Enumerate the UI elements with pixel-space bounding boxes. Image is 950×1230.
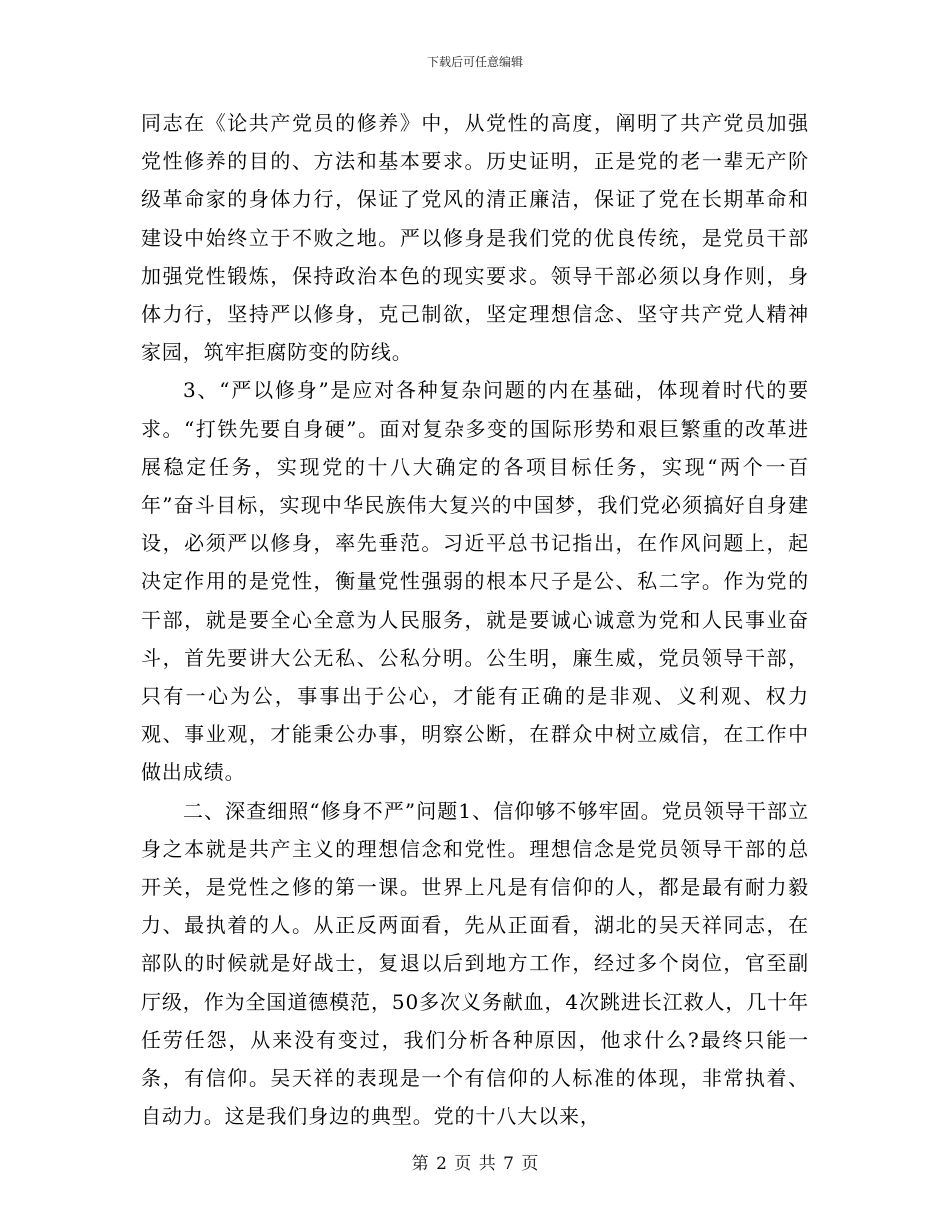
- page-header-note: 下载后可任意编辑: [426, 55, 523, 69]
- paragraph-section-two: 二、深查细照“修身不严”问题1、信仰够不够牢固。党员领导干部立身之本就是共产主义的理想信念和党性。理想信念是党员领导干部的总开关，是党性之修的第一课。世界上凡是有信仰的人，都是最有耐力毅力、最执着的人。从正反两面看，先从正面看，湖北的吴天祥同志，在部队的时候就是好战士，复退以后到地方工作，经过多个岗位，官至副厅级，作为全国道德模范，50多次义务献血，4次跳进长江救人，几十年任劳任怨，从来没有变过，我们分析各种原因，他求什么?最终只能一条，有信仰。吴天祥的表现是一个有信仰的人标准的体现，非常执着、自动力。这是我们身边的典型。党的十八大以来，: [141, 798, 809, 1129]
- page-number-footer: 第 2 页 共 7 页: [411, 1154, 539, 1174]
- paragraph-continuation: 同志在《论共产党员的修养》中，从党性的高度，阐明了共产党员加强党性修养的目的、方法和基本要求。历史证明，正是党的老一辈无产阶级革命家的身体力行，保证了党风的清正廉洁，保证了党在长期革命和建设中始终立于不败之地。严以修身是我们党的优良传统，是党员干部加强党性锻炼，保持政治本色的现实要求。领导干部必须以身作则，身体力行，坚持严以修身，克己制欲，坚定理想信念、坚守共产党人精神家园，筑牢拒腐防变的防线。: [141, 111, 809, 365]
- document-body: [141, 104, 809, 1135]
- paragraph-section-3: 3、“严以修身”是应对各种复杂问题的内在基础，体现着时代的要求。“打铁先要自身硬”。面对复杂多变的国际形势和艰巨繁重的改革进展稳定任务，实现党的十八大确定的各项目标任务，实现“两个一百年”奋斗目标，实现中华民族伟大复兴的中国梦，我们党必须搞好自身建设，必须严以修身，率先垂范。习近平总书记指出，在作风问题上，起决定作用的是党性，衡量党性强弱的根本尺子是公、私二字。作为党的干部，就是要全心全意为人民服务，就是要诚心诚意为党和人民事业奋斗，首先要讲大公无私、公私分明。公生明，廉生威，党员领导干部，只有一心为公，事事出于公心，才能有正确的是非观、义利观、权力观、事业观，才能秉公办事，明察公断，在群众中树立威信，在工作中做出成绩。: [141, 378, 809, 785]
